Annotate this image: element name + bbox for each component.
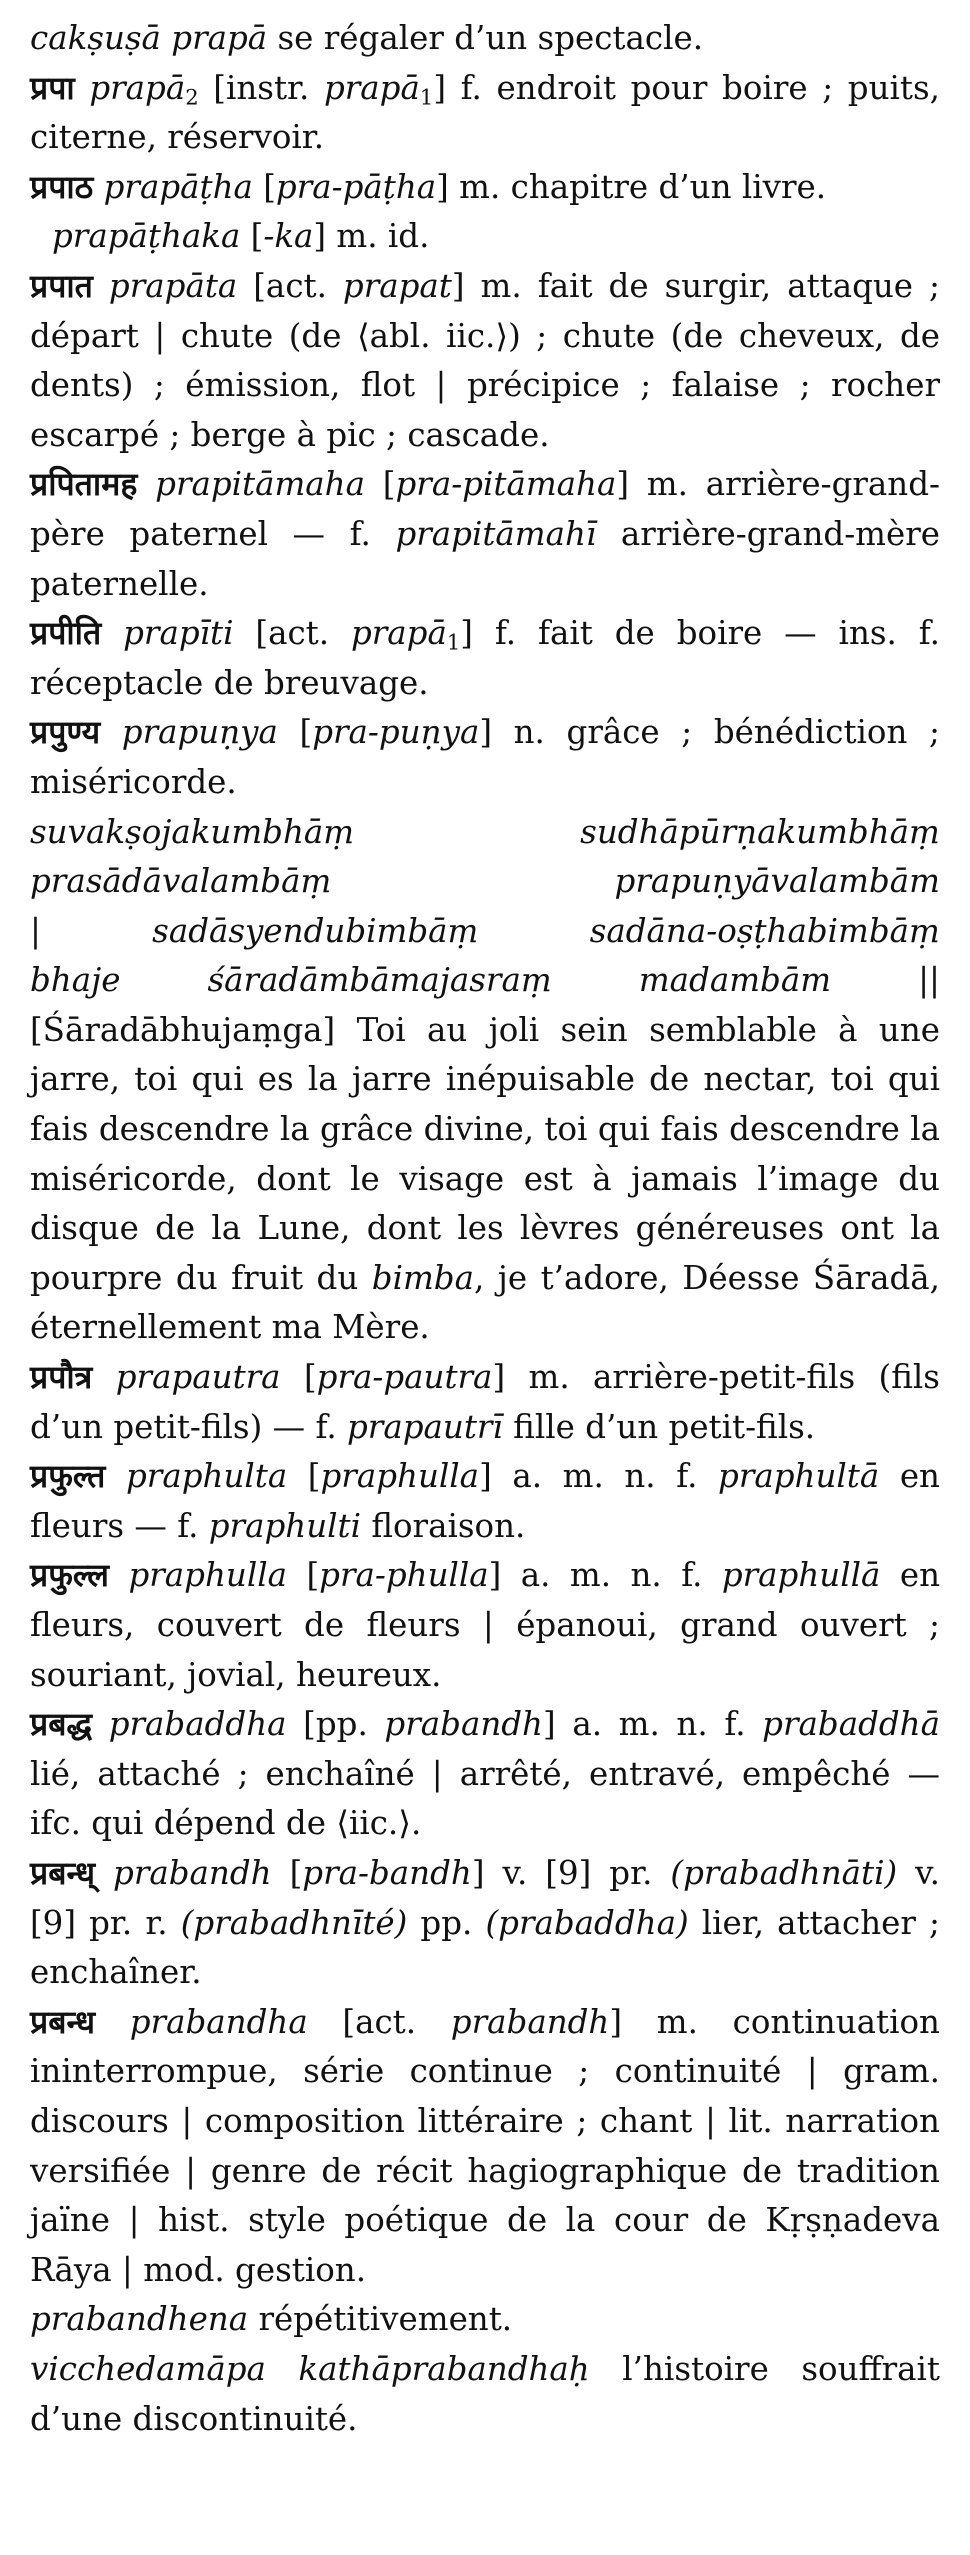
entry-etymology: pra-puṇya — [312, 713, 480, 752]
entry-definition: ] a. m. n. f. — [488, 1556, 722, 1595]
entry-etymology: prabandh — [384, 1705, 543, 1744]
entry-term: bimba — [371, 1258, 474, 1297]
entry-definition: ] a. m. n. f. — [479, 1457, 719, 1496]
entry-term: prapitāmaha — [155, 465, 365, 504]
entry-etymology: pra-bandh — [302, 1853, 472, 1892]
entry-headword-devanagari: प्रपौत्र — [30, 1358, 93, 1397]
translation-text: , je t’adore, Déesse Śāradā, éternellement ma Mère. — [30, 1258, 940, 1347]
entry-text: [ — [365, 465, 396, 504]
verse-word: suvakṣojakumbhāṃ — [30, 812, 355, 851]
homonym-index: 1 — [446, 629, 461, 655]
entry-definition: ] m. id. — [313, 217, 430, 256]
entry-term: prapitāmahī — [395, 514, 597, 553]
entry-text: [act. — [307, 2002, 451, 2041]
entry-etymology: -ka — [263, 217, 314, 256]
entry-etymology: praphulla — [320, 1457, 480, 1496]
entry-text: [pp. — [286, 1705, 385, 1744]
entry-definition: fille d’un petit-fils. — [502, 1407, 816, 1446]
verse-word: śāradāmbāmajasraṃ — [207, 961, 552, 1000]
entry-term: praphultā — [718, 1457, 880, 1496]
entry-prapitamaha — [30, 460, 940, 609]
entry-vicchedamapa — [30, 2345, 940, 2444]
entry-prabandhena — [30, 2295, 940, 2345]
entry-definition: arrière-grand-mère paternelle. — [30, 514, 940, 603]
entry-prapatha — [30, 163, 940, 213]
entry-text: [ — [271, 1853, 303, 1892]
verse-word: sadāsyendubimbāṃ — [152, 911, 479, 950]
entry-definition: v. [9] pr. r. — [30, 1853, 940, 1942]
verse-line — [30, 907, 940, 957]
entry-text: [act. — [233, 614, 351, 653]
entry-prapautra — [30, 1353, 940, 1452]
entry-etymology: pra-pāṭha — [275, 167, 437, 206]
entry-definition: ] m. fait de surgir, attaque ; départ | chute (de ⟨abl. iic.⟩) ; chute (de cheveux, de dents) ; émission, flot | précipice ; falaise ; rocher escarpé ; berge à pic ; cascade. — [30, 266, 940, 454]
entry-term: prapuṇya — [121, 713, 278, 752]
entry-term: prapautra — [115, 1358, 281, 1397]
entry-definition: ] a. m. n. f. — [543, 1705, 763, 1744]
verse-separator: | — [30, 911, 41, 950]
entry-conjugation: (prabaddha) — [485, 1903, 689, 1942]
entry-term: prapāṭhaka — [52, 217, 241, 256]
homonym-index: 1 — [419, 83, 434, 109]
entry-definition: ] m. continuation ininterrompue, série continue ; continuité | gram. discours | composition littéraire ; chant | lit. narration versifiée | genre de récit hagiographique de tradition jaïne | hist. style poétique de la cour de Kṛṣṇadeva Rāya | mod. gestion. — [30, 2002, 940, 2289]
verse-separator: || — [918, 961, 940, 1000]
entry-etymology: pra-pautra — [316, 1358, 493, 1397]
entry-prapa — [30, 64, 940, 163]
entry-cakshusha-prapa — [30, 14, 940, 64]
entry-definition: l’histoire souffrait d’une discontinuité. — [30, 2349, 940, 2438]
entry-term: vicchedamāpa kathāprabandhaḥ — [30, 2349, 590, 2388]
entry-term: praphulti — [208, 1506, 361, 1545]
entry-definition: ] m. arrière-petit-fils (fils d’un petit-fils) — f. — [30, 1358, 940, 1446]
entry-headword-devanagari: प्रपितामह — [30, 465, 138, 504]
entry-text: [instr. — [198, 68, 324, 107]
verse-line — [30, 808, 940, 858]
verse-line — [30, 956, 940, 1006]
entry-headword-devanagari: प्रपुण्य — [30, 713, 101, 752]
entry-definition: lié, attaché ; enchaîné | arrêté, entravé, empêché — ifc. qui dépend de ⟨iic.⟩. — [30, 1754, 940, 1843]
entry-etymology: prabandh — [450, 2002, 610, 2041]
entry-headword-devanagari: प्रपीति — [30, 614, 102, 653]
entry-text: [ — [287, 1457, 321, 1496]
entry-text: [ — [277, 713, 313, 752]
entry-definition: ] n. grâce ; bénédiction ; miséricorde. — [30, 713, 940, 801]
entry-term: prapīti — [123, 614, 234, 653]
entry-text: [ — [287, 1556, 320, 1595]
entry-text: [ — [252, 167, 276, 206]
entry-headword-devanagari: प्रपात — [30, 266, 93, 305]
entry-headword-devanagari: प्रफुल्ल — [30, 1556, 110, 1595]
entry-definition: en fleurs, couvert de fleurs | épanoui, grand ouvert ; souriant, jovial, heureux. — [30, 1556, 941, 1694]
entry-term: prapautrī — [347, 1407, 503, 1446]
entry-prabaddha — [30, 1700, 940, 1849]
verse-word: madambām — [638, 961, 832, 1000]
entry-term: praphullā — [721, 1556, 881, 1595]
entry-text: [ — [280, 1358, 317, 1397]
verse-translation — [30, 1006, 940, 1353]
entry-prapiti — [30, 609, 940, 708]
entry-definition: lier, attacher ; enchaîner. — [30, 1903, 940, 1992]
verse-word: sadāna-oṣṭhabimbāṃ — [589, 911, 940, 950]
entry-etymology: pra-phulla — [319, 1556, 489, 1595]
entry-term: praphulla — [128, 1556, 288, 1595]
entry-conjugation: (prabadhnīté) — [180, 1903, 408, 1942]
verse-word: sudhāpūrṇakumbhāṃ — [580, 812, 940, 851]
entry-prabandh — [30, 1849, 940, 1998]
entry-text: [ — [240, 217, 264, 256]
entry-etymology: pra-pitāmaha — [395, 465, 617, 504]
entry-prapunya — [30, 708, 940, 807]
verse-line — [30, 857, 940, 907]
entry-prabandha — [30, 1998, 940, 2296]
entry-definition: répétitivement. — [248, 2300, 513, 2339]
entry-definition: floraison. — [360, 1506, 526, 1545]
entry-praphulla — [30, 1551, 940, 1700]
entry-term: praphulta — [126, 1457, 288, 1496]
translation-text: [Śāradābhujaṃga] Toi au joli sein semblable à une jarre, toi qui es la jarre inépuisable de nectar, toi qui fais descendre la grâce divine, toi qui fais descendre la miséricorde, dont le visage est à jamais l’image du disque de la Lune, dont les lèvres généreuses ont la pourpre du fruit du — [30, 1010, 940, 1297]
entry-praphulta — [30, 1452, 940, 1551]
entry-headword-devanagari: प्रपाठ — [30, 167, 94, 206]
verse-quotation — [30, 808, 940, 1354]
entry-conjugation: (prabadhnāti) — [670, 1853, 898, 1892]
entry-etymology: prapat — [342, 266, 452, 305]
entry-definition: ] m. chapitre d’un livre. — [436, 167, 827, 206]
entry-definition: pp. — [407, 1903, 486, 1942]
entry-definition: se régaler d’un spectacle. — [267, 19, 704, 57]
entry-headword-devanagari: प्रपा — [30, 68, 75, 107]
entry-term: prabandha — [129, 2002, 308, 2041]
entry-term: prapā — [323, 68, 420, 107]
entry-headword-devanagari: प्रबन्ध् — [30, 1853, 96, 1892]
entry-term: prapāṭha — [103, 167, 253, 206]
entry-headword-devanagari: प्रफुल्त — [30, 1457, 106, 1496]
entry-term: prabandh — [113, 1853, 272, 1892]
entry-prapathaka — [30, 212, 940, 262]
verse-word: prapuṇyāvalambām — [614, 862, 940, 901]
entry-etymology: prapā — [350, 614, 447, 653]
entry-definition: en fleurs — f. — [30, 1457, 940, 1545]
entry-headword-devanagari: प्रबद्ध — [30, 1705, 93, 1744]
entry-term: prabaddhā — [762, 1705, 940, 1744]
entry-prapata — [30, 262, 940, 460]
entry-term: cakṣuṣā prapā — [30, 19, 268, 57]
homonym-index: 2 — [185, 83, 199, 109]
entry-term: prapā — [89, 68, 186, 107]
verse-word: bhaje — [30, 961, 121, 1000]
verse-word: prasādāvalambāṃ — [30, 862, 332, 901]
entry-term: prabandhena — [30, 2300, 249, 2339]
entry-definition: ] v. [9] pr. — [471, 1853, 671, 1892]
entry-definition: ] f. fait de boire — ins. f. réceptacle de breuvage. — [30, 614, 940, 702]
entry-definition: ] m. arrière-grand-père paternel — f. — [30, 465, 940, 553]
entry-headword-devanagari: प्रबन्ध — [30, 2002, 96, 2041]
entry-term: prabaddha — [108, 1705, 287, 1744]
entry-term: prapāta — [108, 266, 238, 305]
entry-definition: ] f. endroit pour boire ; puits, citerne, réservoir. — [30, 68, 940, 157]
entry-text: [act. — [237, 266, 343, 305]
